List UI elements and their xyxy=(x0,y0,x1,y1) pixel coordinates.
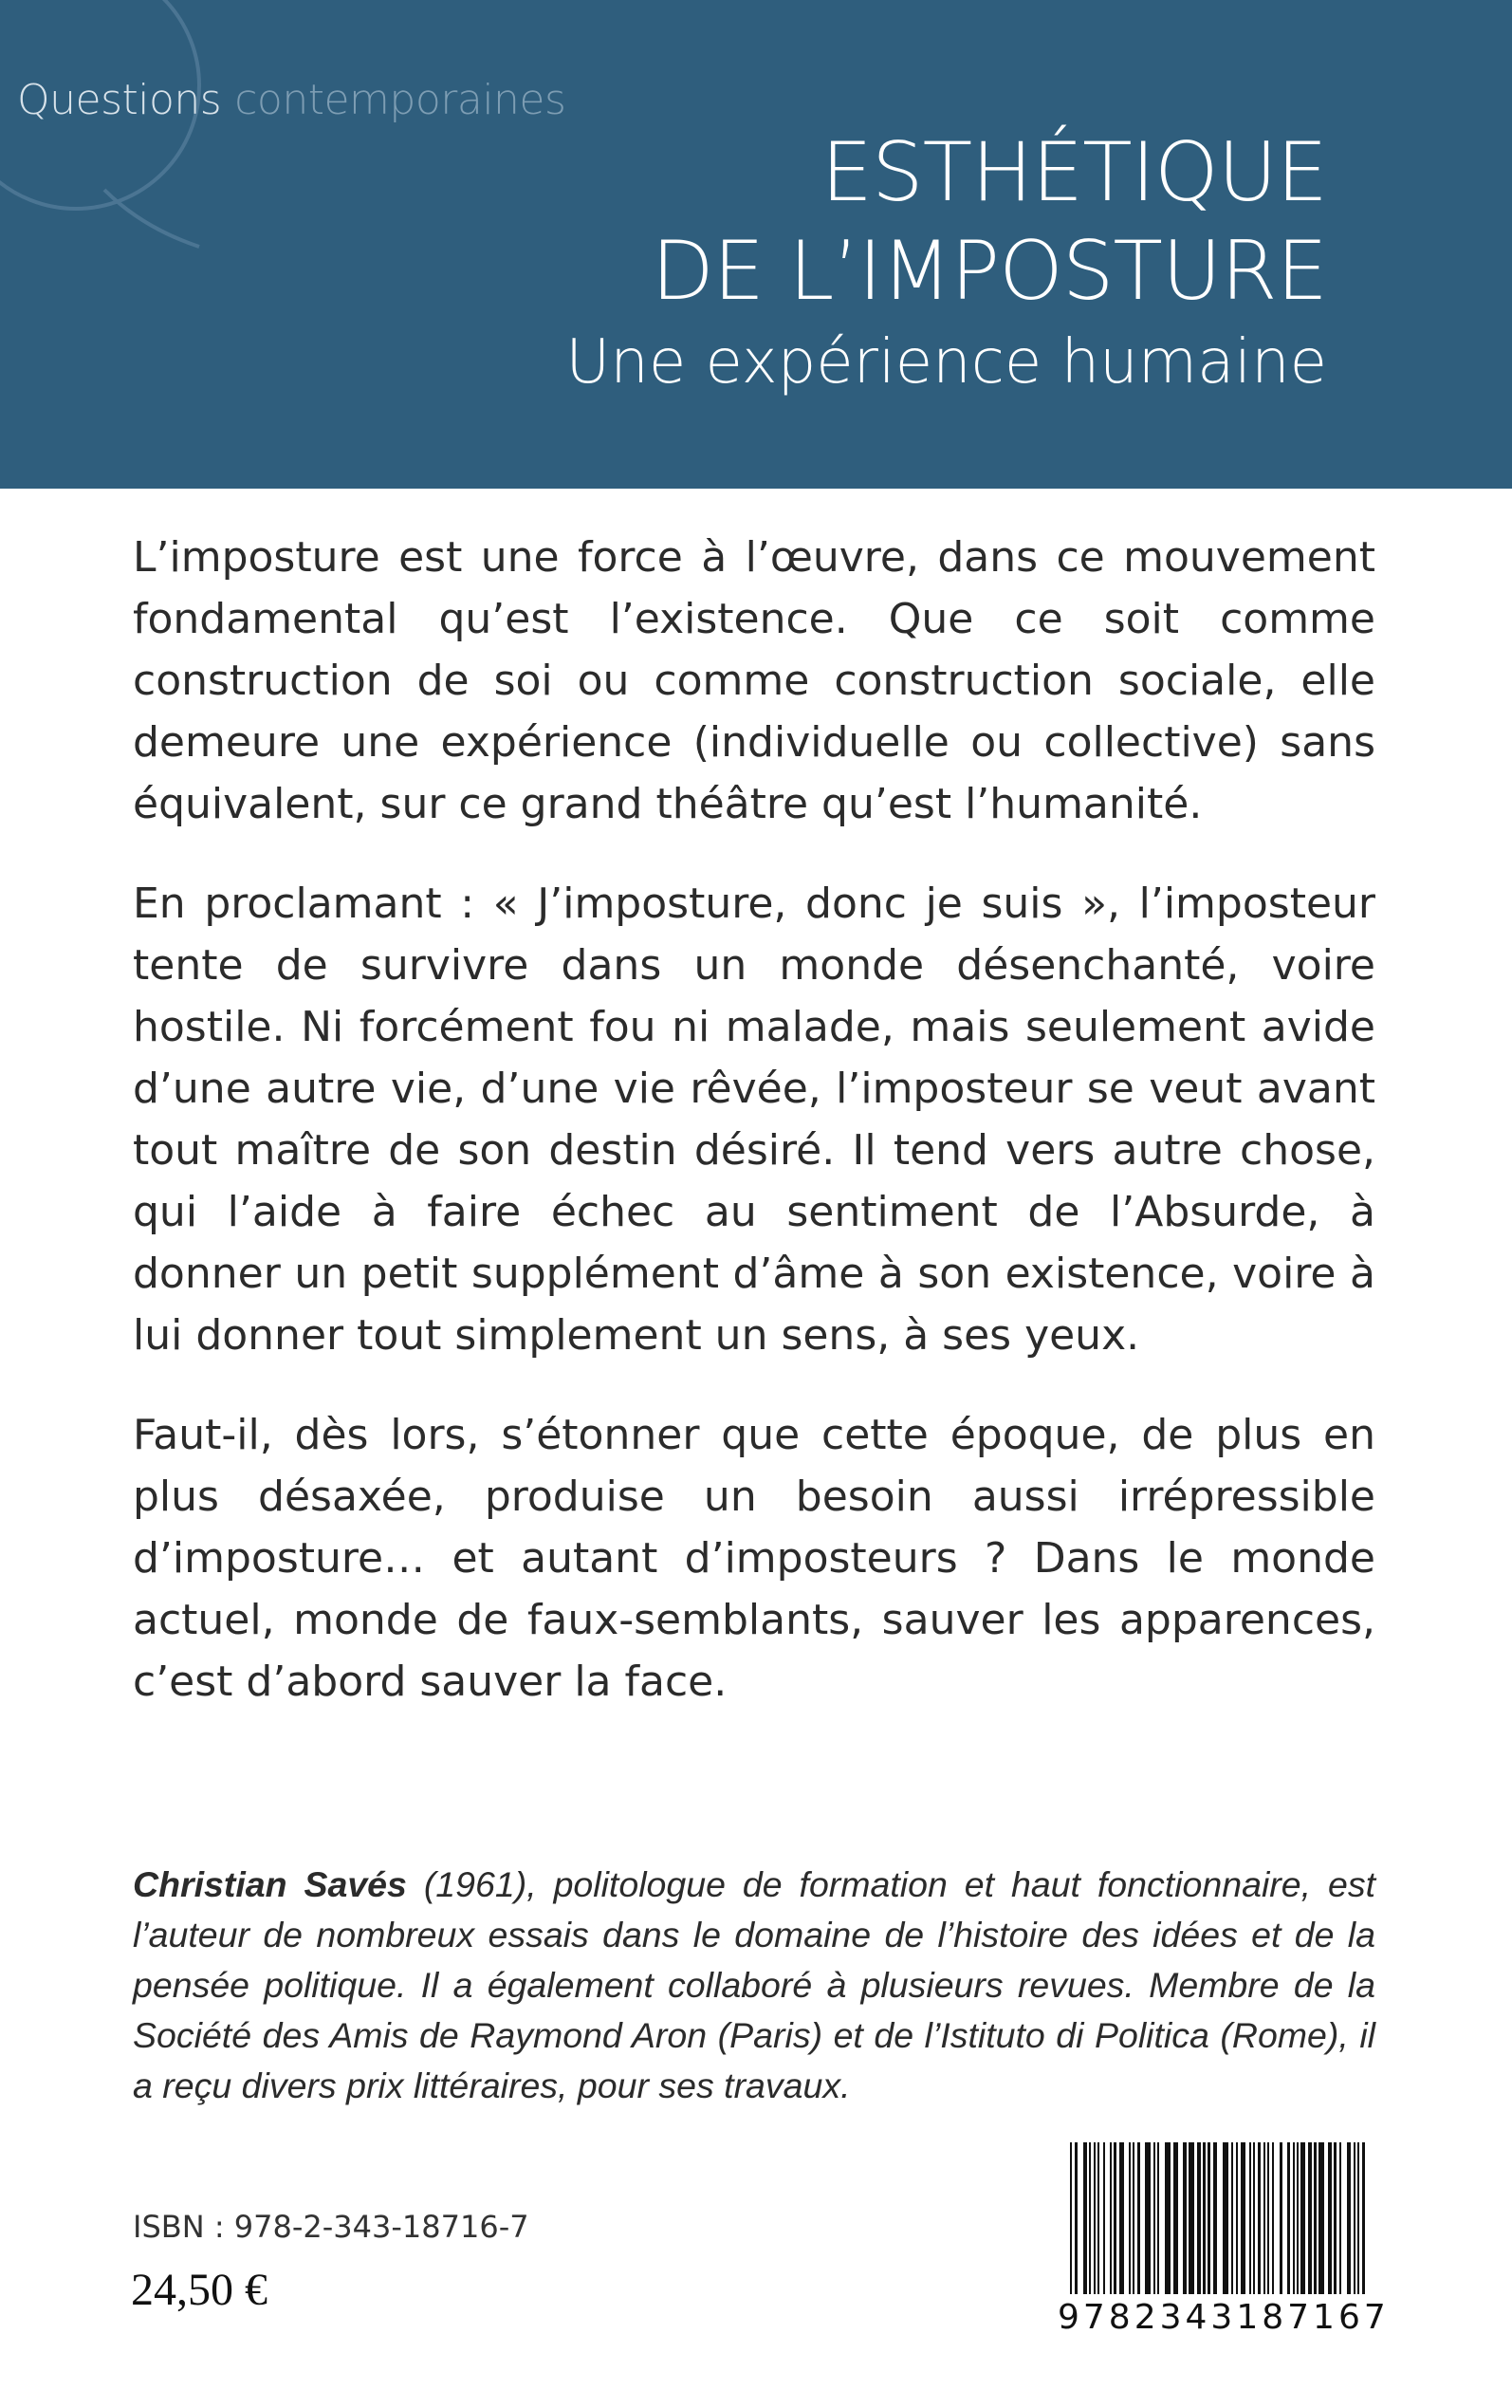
blurb-paragraph: Faut-il, dès lors, s’étonner que cette époque, de plus en plus désaxée, produise un besoin aussi irrépressible d’imposture… et autant d’imposteurs ? Dans le monde actuel, monde de faux-semblants, sauver les apparences, c’est d’abord sauver la face. xyxy=(133,1411,1375,1706)
series-q-logo xyxy=(0,0,209,266)
barcode-bar xyxy=(1129,2142,1131,2294)
blurb-paragraph: L’imposture est une force à l’œuvre, dans ce mouvement fondamental qu’est l’existence. Que ce soit comme construction de soi ou comme construction sociale, elle demeure une expérience (individuelle ou collective) sans équivalent, sur ce grand théâtre qu’est l’humanité. xyxy=(133,533,1375,828)
barcode-bar xyxy=(1183,2142,1187,2294)
barcode-bar xyxy=(1241,2142,1245,2294)
book-subtitle: Une expérience humaine xyxy=(565,327,1327,398)
barcode-bar xyxy=(1114,2142,1116,2294)
book-title-line-1: ESTHÉTIQUE xyxy=(821,125,1327,220)
barcode-bar xyxy=(1075,2142,1078,2294)
barcode-bar xyxy=(1339,2142,1341,2294)
title-block xyxy=(565,123,1327,400)
barcode-bar xyxy=(1318,2142,1324,2294)
book-title-line-2: DE L’IMPOSTURE xyxy=(651,224,1327,319)
series-word-1: Questions xyxy=(17,76,222,124)
barcode-bar xyxy=(1253,2142,1255,2294)
barcode-bar xyxy=(1137,2142,1140,2294)
barcode-bar xyxy=(1263,2142,1265,2294)
barcode-bar xyxy=(1089,2142,1091,2294)
barcode-bar xyxy=(1153,2142,1155,2294)
barcode-bar xyxy=(1362,2142,1365,2294)
barcode-bar xyxy=(1347,2142,1351,2294)
cover-banner xyxy=(0,0,1512,489)
blurb-paragraph: En proclamant : « J’imposture, donc je suis », l’imposteur tente de survivre dans un monde désenchanté, voire hostile. Ni forcément fou ni malade, mais seulement avide d’une autre vie, d’une vie rêvée, l’imposteur se veut avant tout maître de son destin désiré. Il tend vers autre chose, qui l’aide à faire échec au sentiment de l’Absurde, à donner un petit supplément d’âme à son existence, voire à lui donner tout simplement un sens, à ses yeux. xyxy=(133,880,1375,1360)
barcode-bar xyxy=(1293,2142,1295,2294)
barcode-bar xyxy=(1280,2142,1282,2294)
isbn: ISBN : 978-2-343-18716-7 xyxy=(133,2209,529,2245)
series-word-2: contemporaines xyxy=(234,76,566,124)
barcode-bar xyxy=(1249,2142,1251,2294)
barcode-bar xyxy=(1119,2142,1124,2294)
barcode-bar xyxy=(1197,2142,1201,2294)
barcode-bar xyxy=(1070,2142,1072,2294)
barcode-bar xyxy=(1258,2142,1261,2294)
barcode-bar xyxy=(1236,2142,1238,2294)
barcode-bar xyxy=(1297,2142,1299,2294)
barcode-bar xyxy=(1314,2142,1317,2294)
barcode-bar xyxy=(1203,2142,1206,2294)
barcode-bar xyxy=(1357,2142,1359,2294)
author-name: Christian Savés xyxy=(133,1864,407,1904)
barcode-bar xyxy=(1094,2142,1096,2294)
barcode-bar xyxy=(1157,2142,1159,2294)
barcode-bar xyxy=(1083,2142,1087,2294)
barcode-bar xyxy=(1133,2142,1134,2294)
barcode-bar xyxy=(1145,2142,1151,2294)
barcode-bar xyxy=(1334,2142,1337,2294)
barcode-bar xyxy=(1223,2142,1228,2294)
barcode-bar xyxy=(1354,2142,1355,2294)
barcode-bar xyxy=(1165,2142,1171,2294)
barcode-bar xyxy=(1173,2142,1178,2294)
barcode-bar xyxy=(1213,2142,1217,2294)
barcode-bar xyxy=(1103,2142,1105,2294)
series-name xyxy=(17,76,565,124)
barcode-bar xyxy=(1189,2142,1194,2294)
blurb xyxy=(133,527,1375,1750)
barcode-digits: 9782343187167 xyxy=(1058,2298,1390,2337)
barcode-bar xyxy=(1097,2142,1099,2294)
barcode-bar xyxy=(1267,2142,1269,2294)
barcode-bar xyxy=(1328,2142,1332,2294)
barcode-bar xyxy=(1272,2142,1274,2294)
price: 24,50 € xyxy=(131,2265,267,2315)
barcode-bars xyxy=(1062,2142,1375,2294)
author-bio xyxy=(133,1860,1375,2111)
barcode-bar xyxy=(1208,2142,1210,2294)
barcode-bar xyxy=(1308,2142,1312,2294)
barcode-bar xyxy=(1287,2142,1290,2294)
barcode-bar xyxy=(1300,2142,1305,2294)
barcode-bar xyxy=(1231,2142,1233,2294)
barcode-bar xyxy=(1110,2142,1112,2294)
author-bio-text: (1961), politologue de formation et haut fonctionnaire, est l’auteur de nombreux essais dans le domaine de l’histoire des idées et de la pensée politique. Il a également collaboré à plusieurs revues. Membre de la Société des Amis de Raymond Aron (Paris) et de l’Istituto di Politica (Rome), il a reçu divers prix littéraires, pour ses travaux. xyxy=(133,1864,1375,2105)
